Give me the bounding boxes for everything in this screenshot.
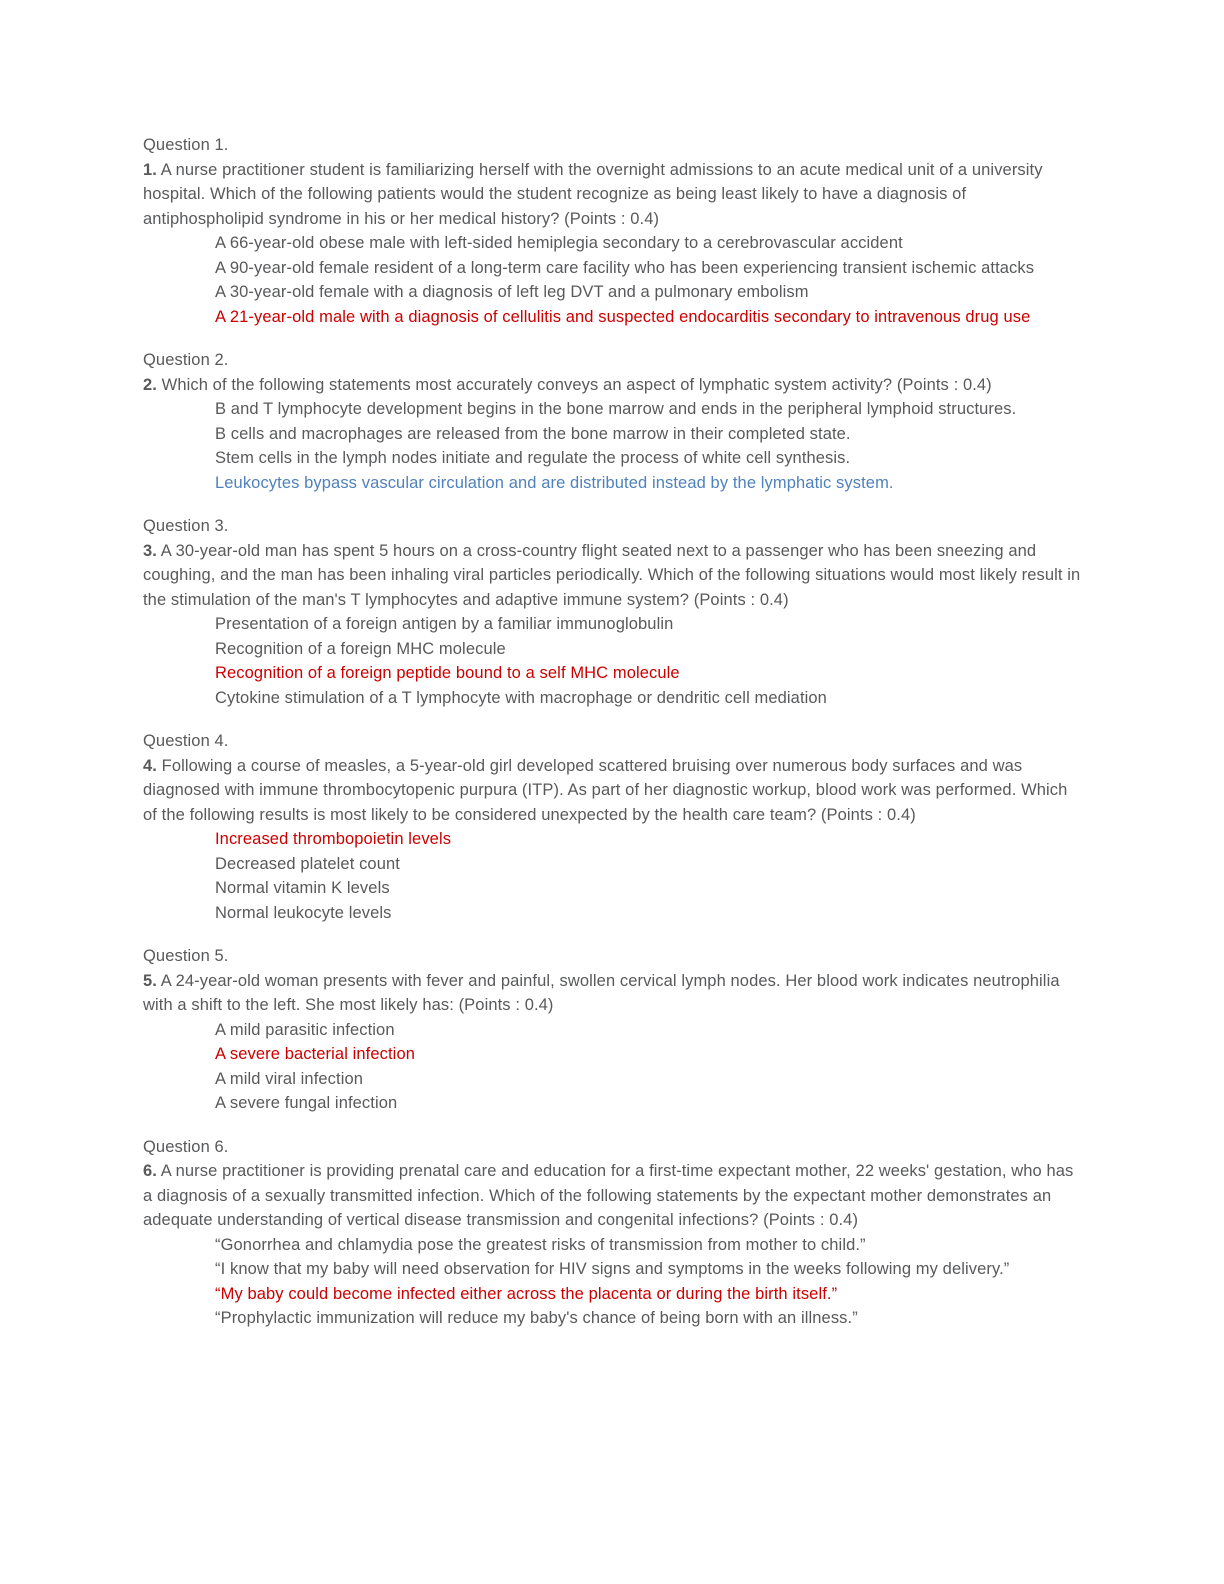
answer-option: Normal vitamin K levels [215, 879, 390, 897]
question-text [143, 373, 1082, 398]
question-block [143, 514, 1082, 710]
question-title: Question 5. [143, 947, 229, 965]
answer-option: B and T lymphocyte development begins in the bone marrow and ends in the peripheral lymphoid structures. [215, 400, 1017, 418]
question-title: Question 4. [143, 732, 229, 750]
question-block [143, 348, 1082, 495]
answer-option: Increased thrombopoietin levels [215, 830, 452, 848]
answer-option: A mild viral infection [215, 1069, 364, 1088]
question-body-text: A 30-year-old man has spent 5 hours on a cross-country flight seated next to a passenger who has been sneezing and coughing, and the man has been inhaling viral particles periodically. Which of the following situations would most likely result in the stimulation of the man's T lymphocytes and adaptive immune system? (Points : 0.4) [143, 541, 1081, 609]
question-block [143, 944, 1082, 1116]
answer-option: A mild parasitic infection [215, 1020, 395, 1039]
answer-option: Cytokine stimulation of a T lymphocyte with macrophage or dendritic cell mediation [215, 688, 827, 707]
question-number: 3. [143, 541, 157, 560]
question-title: Question 3. [143, 517, 229, 535]
answer-option: Presentation of a foreign antigen by a familiar immunoglobulin [215, 615, 674, 633]
answer-option: Normal leukocyte levels [215, 903, 392, 922]
answer-option: “Prophylactic immunization will reduce my baby's chance of being born with an illness.” [215, 1309, 858, 1327]
answer-option: A 66-year-old obese male with left-sided hemiplegia secondary to a cerebrovascular accident [215, 234, 903, 252]
question-body-text: A nurse practitioner is providing prenatal care and education for a first-time expectant mother, 22 weeks' gestation, who has a diagnosis of a sexually transmitted infection. Which of the following statements by the expectant mother demonstrates an adequate understanding of vertical disease transmission and congenital infections? (Points : 0.4) [143, 1162, 1074, 1229]
question-block [143, 1135, 1082, 1331]
question-block [143, 133, 1082, 329]
answer-option: Stem cells in the lymph nodes initiate and regulate the process of white cell synthesis. [215, 449, 851, 467]
answer-option: “My baby could become infected either across the placenta or during the birth itself.” [215, 1284, 838, 1303]
question-title: Question 6. [143, 1137, 229, 1156]
answer-option: B cells and macrophages are released from the bone marrow in their completed state. [215, 424, 851, 443]
answer-option: Recognition of a foreign MHC molecule [215, 639, 506, 658]
question-body-text: A nurse practitioner student is familiarizing herself with the overnight admissions to an acute medical unit of a university hospital. Which of the following patients would the student recognize as being least likely to have a diagnosis of antiphospholipid syndrome in his or her medical history? (Points : 0.4) [143, 160, 1043, 228]
question-title: Question 1. [143, 136, 229, 154]
answer-option: “I know that my baby will need observation for HIV signs and symptoms in the weeks following my delivery.” [215, 1260, 1010, 1278]
question-body-text: A 24-year-old woman presents with fever and painful, swollen cervical lymph nodes. Her blood work indicates neutrophilia with a shift to the left. She most likely has: (Points : 0.4) [143, 971, 1060, 1014]
answer-option: Decreased platelet count [215, 854, 400, 873]
answer-option: Recognition of a foreign peptide bound to a self MHC molecule [215, 664, 680, 682]
question-text [143, 158, 1082, 232]
answer-option: “Gonorrhea and chlamydia pose the greatest risks of transmission from mother to child.” [215, 1235, 866, 1254]
question-number: 2. [143, 375, 157, 394]
question-text [143, 754, 1082, 828]
answer-option: Leukocytes bypass vascular circulation and are distributed instead by the lymphatic system. [215, 473, 894, 492]
question-body-text: Following a course of measles, a 5-year-old girl developed scattered bruising over numerous body surfaces and was diagnosed with immune thrombocytopenic purpura (ITP). As part of her diagnostic workup, blood work was performed. Which of the following results is most likely to be considered unexpected by the health care team? (Points : 0.4) [143, 756, 1068, 824]
answer-option: A 90-year-old female resident of a long-term care facility who has been experiencing transient ischemic attacks [215, 258, 1035, 277]
question-number: 5. [143, 971, 157, 990]
questions-container [143, 133, 1082, 1331]
question-body-text: Which of the following statements most accurately conveys an aspect of lymphatic system activity? (Points : 0.4) [156, 375, 992, 394]
answer-option: A severe fungal infection [215, 1094, 398, 1112]
question-text [143, 1159, 1082, 1233]
question-number: 1. [143, 160, 157, 179]
question-number: 6. [143, 1162, 157, 1180]
question-text [143, 969, 1082, 1018]
question-text [143, 539, 1082, 613]
answer-option: A severe bacterial infection [215, 1045, 415, 1063]
question-title: Question 2. [143, 351, 229, 369]
answer-option: A 21-year-old male with a diagnosis of cellulitis and suspected endocarditis secondary to intravenous drug use [215, 307, 1031, 326]
question-number: 4. [143, 756, 157, 775]
answer-option: A 30-year-old female with a diagnosis of left leg DVT and a pulmonary embolism [215, 283, 809, 301]
question-block [143, 729, 1082, 925]
